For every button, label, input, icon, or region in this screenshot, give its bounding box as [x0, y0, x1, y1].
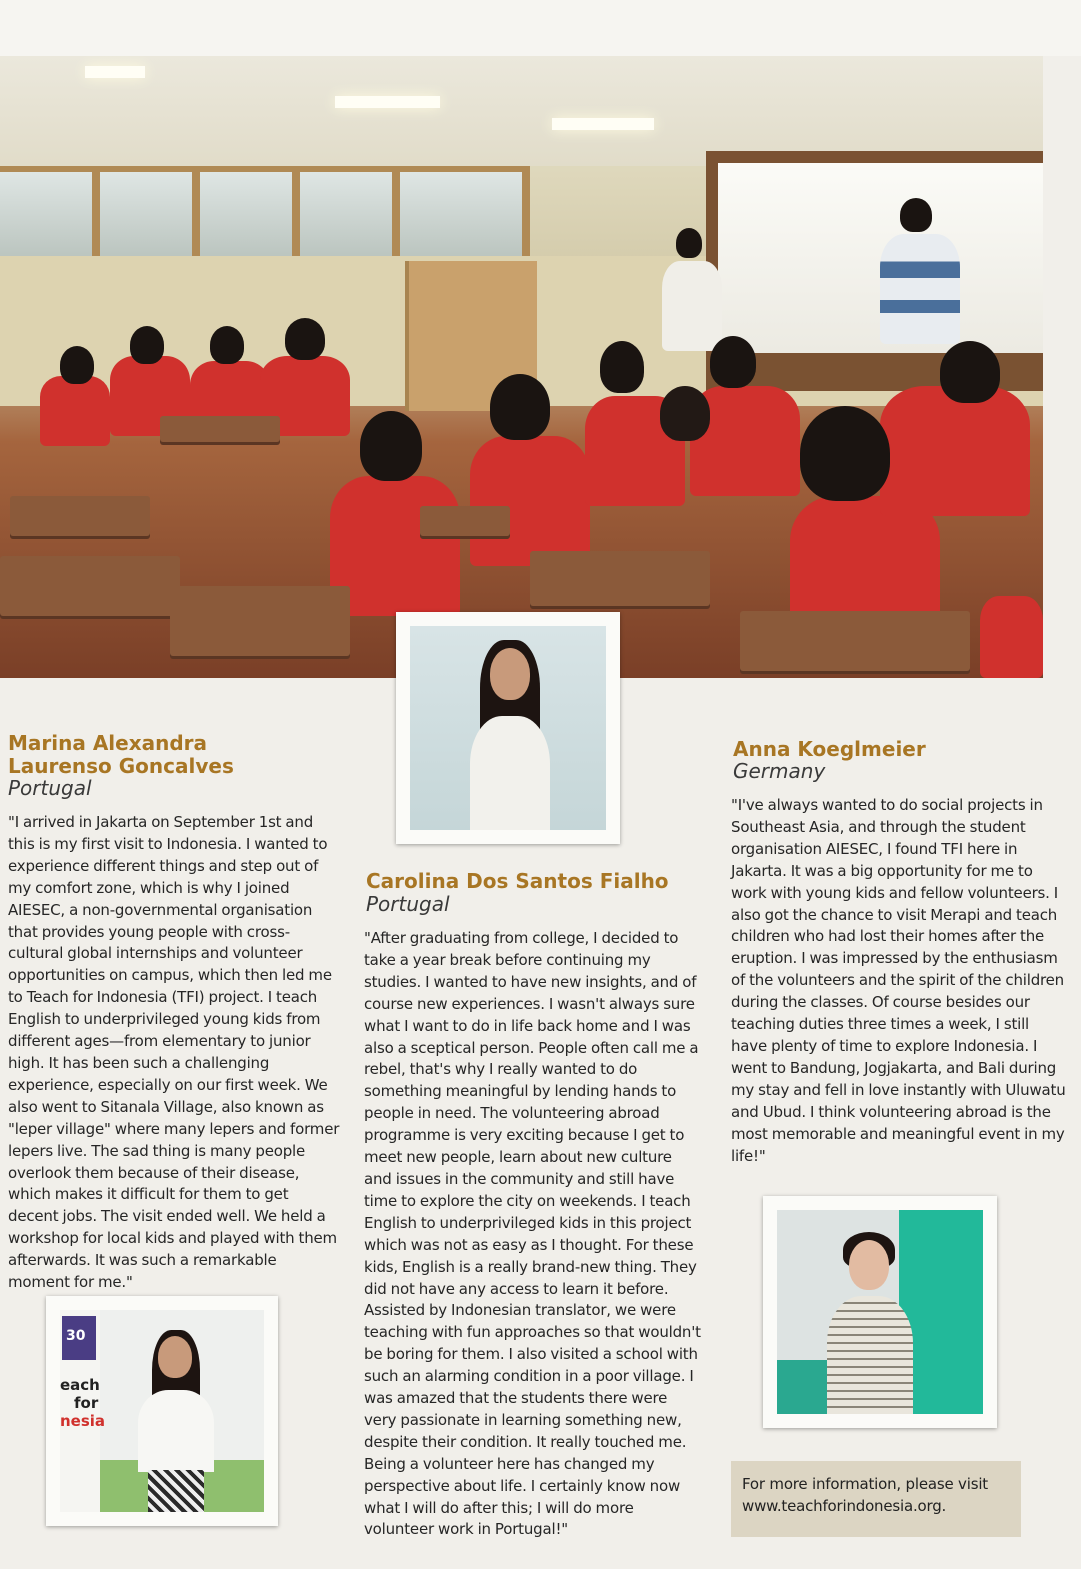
ceiling-light [335, 96, 440, 108]
carolina-quote: "After graduating from college, I decided to take a year break before continuing my studies. I wanted to have new insights, and of course new experiences. I wasn't always sure what I want to do in life back home and I was also a sceptical person. People often call me a rebel, that's why I really wanted to do something meaningful by lending hands to people in need. The volunteering abroad programme is very exciting because I get to meet new people, learn about new culture and issues in the community and still have time to explore the city on weekends. I teach English to underprivileged kids in this project which was not as easy as I thought. For these kids, English is a really brand-new thing. They did not have any access to learn it before. Assisted by Indonesian translator, we were teaching with fun approaches so that wouldn't be boring for them. I also visited a school with such an alarming condition in a poor village. I was amazed that the students there were very passionate in learning something new, despite their condition. It really touched me. Being a volunteer here has changed my perspective about life. I certainly know now what I will do after this; I will do more volunteer work in Portugal!" [364, 929, 701, 1539]
teacher [662, 261, 722, 351]
ceiling-light [552, 118, 654, 130]
banner-badge: 30 [66, 1328, 86, 1344]
carolina-name: Carolina Dos Santos Fialho [366, 869, 669, 893]
marina-name-line2: Laurenso Goncalves [8, 754, 234, 778]
teacher [880, 234, 960, 344]
anna-quote: "I've always wanted to do social projects in Southeast Asia, and through the student organisation AIESEC, I found TFI here in Jakarta. It was a big opportunity for me to work with young kids and fellow volunteers. I also got the chance to visit Merapi and teach children who had lost their homes after the eruption. I was impressed by the enthusiasm of the volunteers and the spirit of the children during the classes. Of course besides our teaching duties three times a week, I still have plenty of time to explore Indonesia. I went to Bandung, Jogjakarta, and Bali during my stay and fell in love instantly with Uluwatu and Ubud. I think volunteering abroad is the most memorable and meaningful event in my life!" [731, 796, 1066, 1165]
banner-text-3: nesia [60, 1412, 106, 1430]
classroom-photo [0, 56, 1043, 678]
top-margin [0, 0, 1081, 56]
anna-country: Germany [733, 759, 826, 783]
banner [60, 1310, 106, 1512]
carolina-photo [396, 612, 620, 844]
show-through [305, 680, 395, 702]
info-text: For more information, please visit [742, 1475, 988, 1493]
carolina-country: Portugal [366, 892, 450, 916]
info-link[interactable]: www.teachforindonesia.org. [742, 1497, 947, 1515]
banner-logo [62, 1316, 96, 1360]
marina-quote: "I arrived in Jakarta on September 1st and this is my first visit to Indonesia. I wanted to experience different things and step out of my comfort zone, which is why I joined AIESEC, a non-governmental organisation that provides young people with cross-cultural global internships and volunteer opportunities on campus, which then led me to Teach for Indonesia (TFI) project. I teach English to underprivileged young kids from different ages—from elementary to junior high. It has been such a challenging experience, especially on our first week. We also went to Sitanala Village, also known as "leper village" where many lepers and former lepers live. The sad thing is many people overlook them because of their disease, which makes it difficult for them to get decent jobs. The visit ended well. We held a workshop for local kids and played with them afterwards. It was such a remarkable moment for me." [8, 813, 340, 1292]
banner-text-1: each [60, 1376, 100, 1394]
marina-name-line1: Marina Alexandra [8, 731, 208, 755]
marina-country: Portugal [8, 776, 92, 800]
banner-text-2: for [74, 1394, 99, 1412]
ceiling [0, 56, 1043, 166]
anna-photo [763, 1196, 997, 1428]
info-box [731, 1461, 1021, 1537]
anna-name: Anna Koeglmeier [733, 737, 926, 761]
ceiling-light [85, 66, 145, 78]
marina-photo [46, 1296, 278, 1526]
